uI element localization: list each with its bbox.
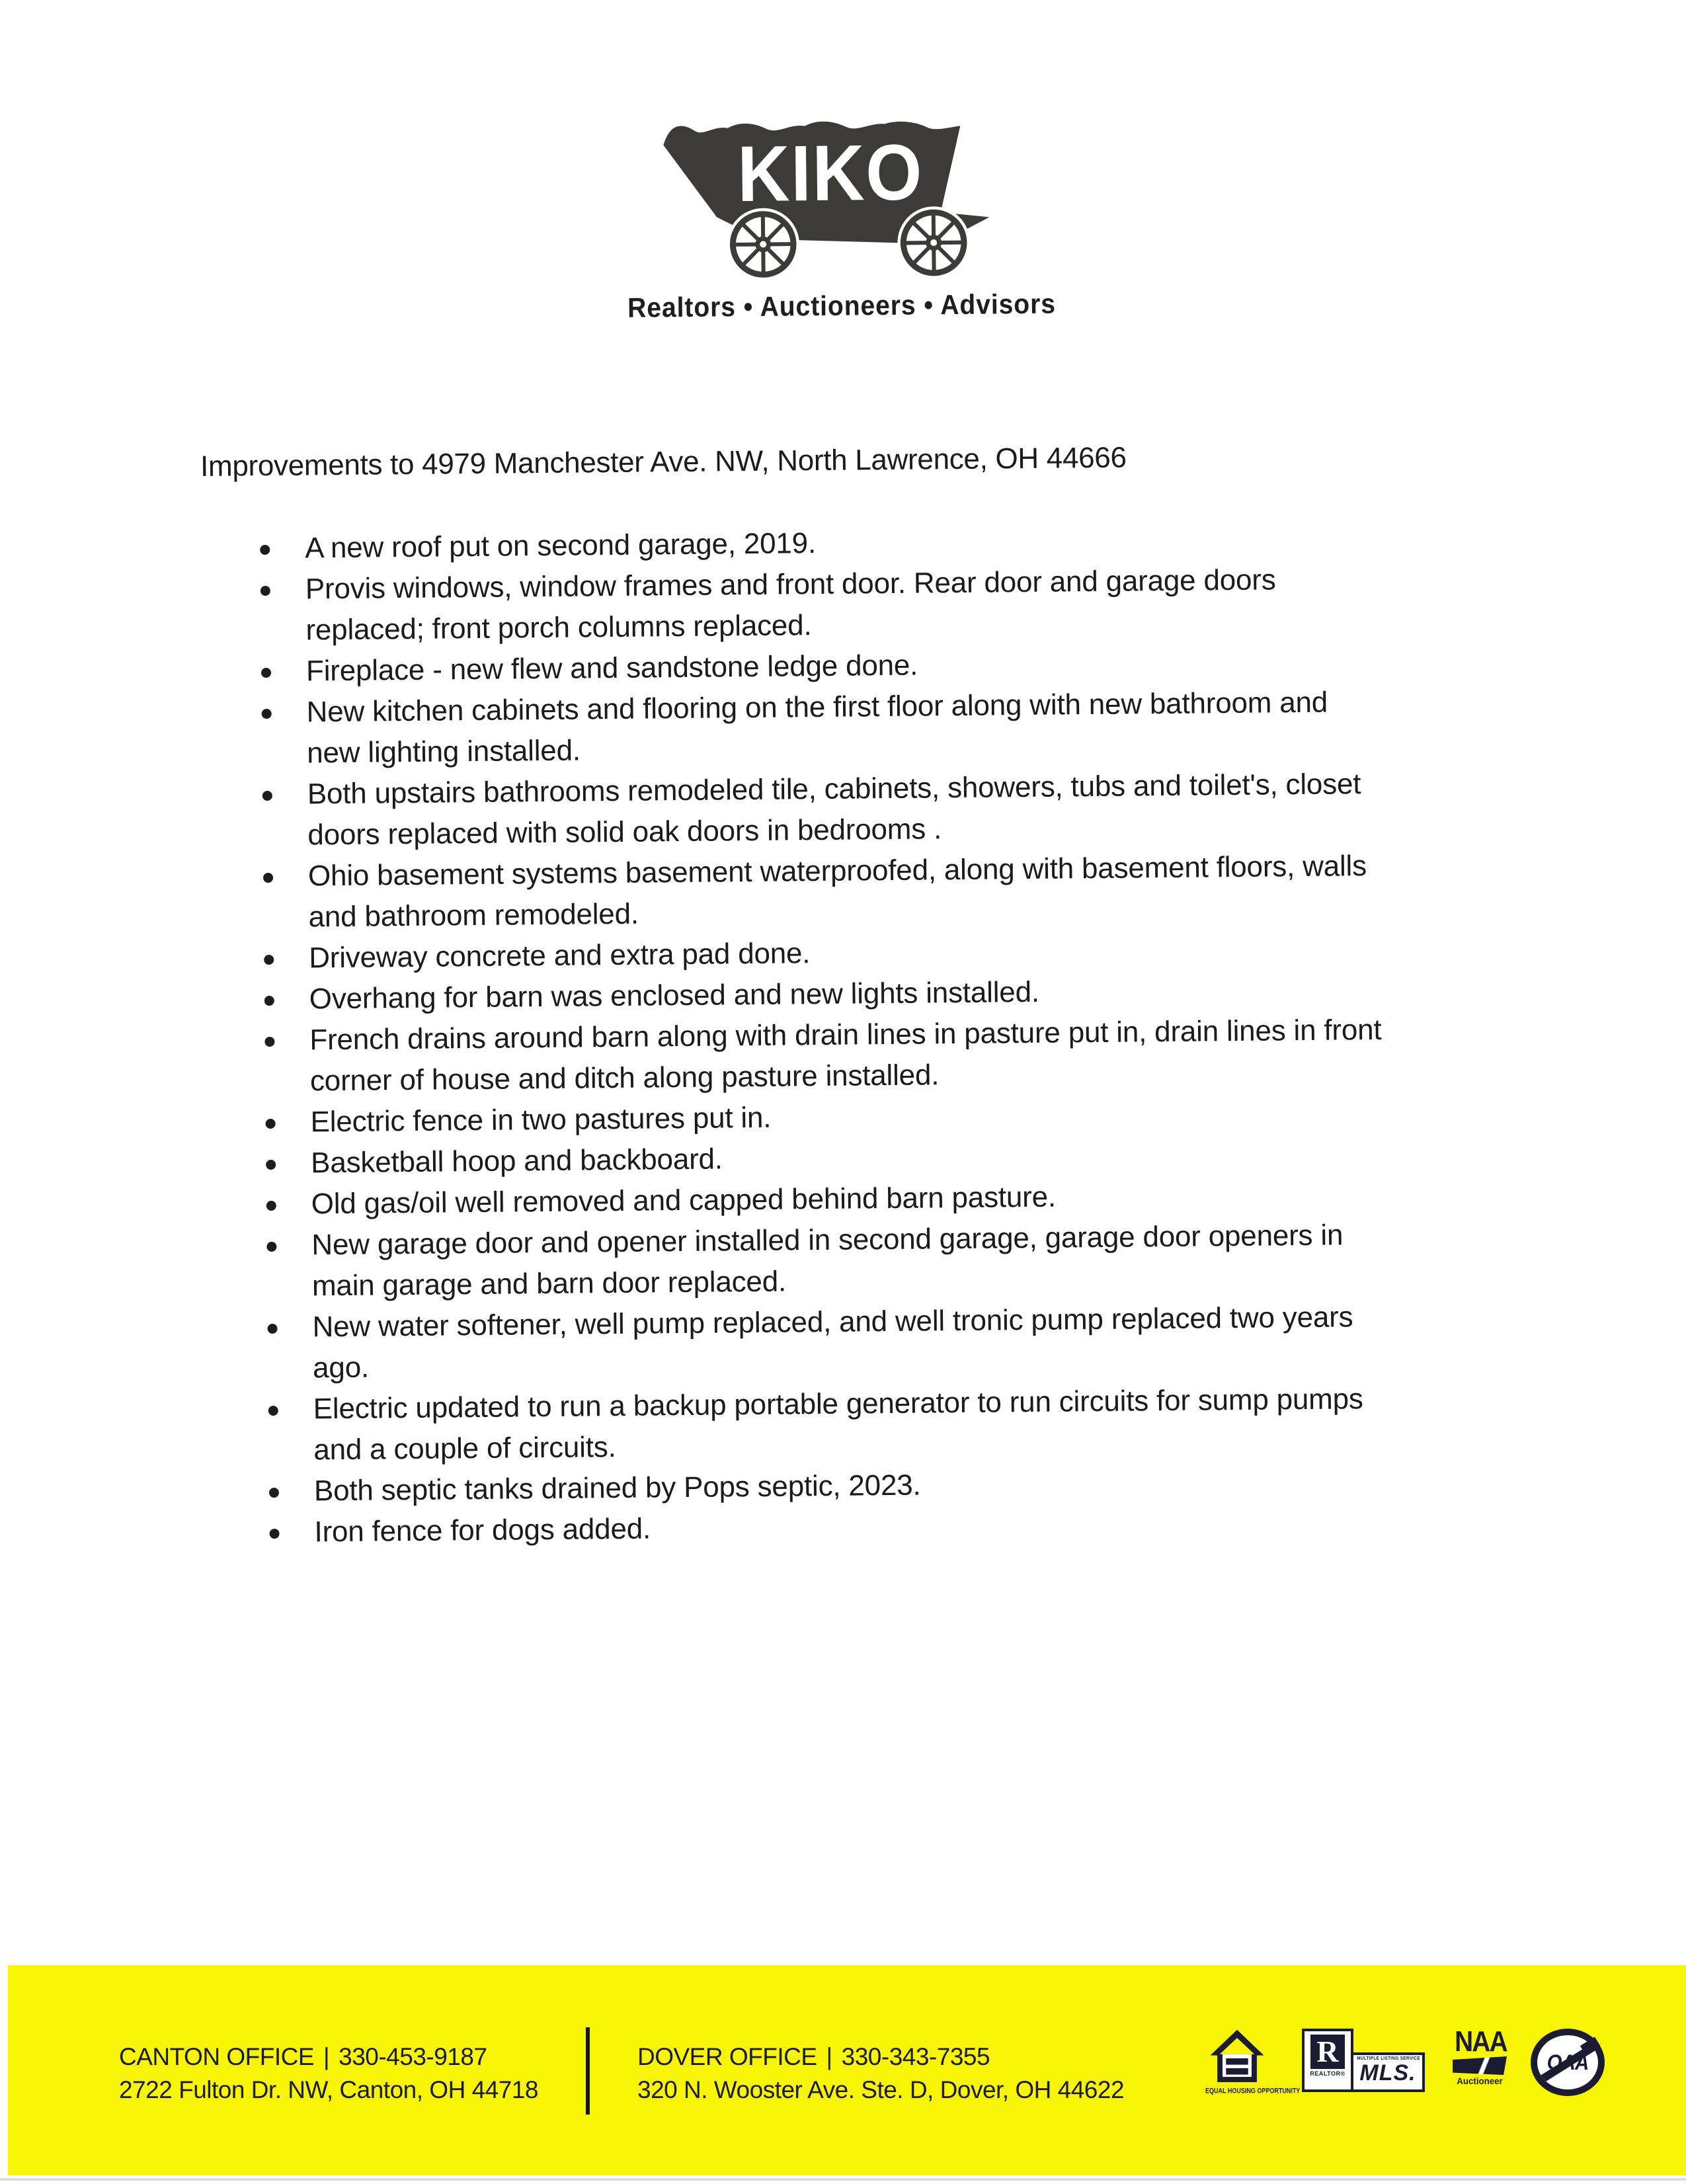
- footer-band: [8, 1965, 1686, 2175]
- list-item: [266, 1215, 1384, 1307]
- list-item-text: Electric fence in two pastures put in.: [310, 1101, 772, 1139]
- list-item-text: Old gas/oil well removed and capped behind barn pasture.: [311, 1180, 1057, 1221]
- bullet-icon: [260, 545, 270, 555]
- oaa-label: OAA: [1546, 2050, 1589, 2074]
- bullet-icon: [266, 1242, 276, 1252]
- list-item-text: Ohio basement systems basement waterproofed, along with basement floors, walls and bathroom remodeled.: [307, 850, 1367, 934]
- office-contact-line: [637, 2041, 1124, 2074]
- list-item-text: New water softener, well pump replaced, and well tronic pump replaced two years ago.: [312, 1301, 1353, 1385]
- brand-tagline: [0, 282, 1685, 329]
- equal-housing-label: EQUAL HOUSING OPPORTUNITY: [1205, 2087, 1301, 2095]
- bullet-icon: [262, 791, 272, 801]
- list-item: [267, 1297, 1385, 1389]
- list-item: [262, 764, 1380, 856]
- list-item: [261, 682, 1379, 774]
- footer-vertical-divider: [586, 2027, 590, 2115]
- realtor-label: REALTOR®: [1310, 2070, 1345, 2077]
- list-item-text: Electric updated to run a backup portable generator to run circuits for sump pumps and a couple of circuits.: [313, 1383, 1363, 1467]
- pipe-divider: |: [323, 2043, 330, 2070]
- list-item-text: Driveway concrete and extra pad done.: [308, 937, 811, 975]
- list-item-text: Both upstairs bathrooms remodeled tile, cabinets, showers, tubs and toilet's, closet doors replaced with solid oak doors in bedrooms .: [307, 768, 1361, 852]
- list-item-text: New kitchen cabinets and flooring on the first floor along with new bathroom and new lighting installed.: [306, 686, 1328, 770]
- list-item-text: Iron fence for dogs added.: [314, 1512, 651, 1549]
- bullet-icon: [261, 668, 271, 678]
- list-item-text: Overhang for barn was enclosed and new lights installed.: [309, 975, 1040, 1016]
- list-item: [261, 559, 1378, 651]
- oaa-logo: [1531, 2029, 1605, 2096]
- list-item: [263, 846, 1381, 938]
- office-canton: [119, 2041, 538, 2107]
- list-item-text: Both septic tanks drained by Pops septic, 2023.: [313, 1469, 921, 1508]
- naa-auctioneer-logo: [1451, 2025, 1508, 2086]
- office-contact-line: [119, 2041, 538, 2074]
- bullet-icon: [268, 1324, 278, 1334]
- office-phone: 330-453-9187: [339, 2043, 487, 2070]
- realtor-r-letter: R: [1310, 2035, 1345, 2069]
- list-item-text: Fireplace - new flew and sandstone ledge done.: [305, 649, 918, 688]
- office-name: DOVER OFFICE: [637, 2043, 817, 2070]
- list-item-text: Provis windows, window frames and front door. Rear door and garage doors replaced; front porch columns replaced.: [305, 563, 1276, 647]
- improvements-list: [260, 518, 1386, 1553]
- naa-truck-icon: [1453, 2056, 1507, 2075]
- wagon-icon: [659, 114, 990, 280]
- office-phone: 330-343-7355: [841, 2043, 990, 2070]
- realtor-mls-logo: [1302, 2029, 1422, 2095]
- brand-header: [0, 0, 1681, 323]
- bullet-icon: [264, 996, 274, 1006]
- brand-tagline-text: Realtors • Auctioneers • Advisors: [627, 288, 1056, 323]
- kiko-covered-wagon-logo: [659, 114, 990, 280]
- bullet-icon: [269, 1488, 279, 1498]
- office-dover: [637, 2041, 1124, 2107]
- pipe-divider: |: [826, 2043, 832, 2070]
- brand-name: KIKO: [737, 128, 941, 219]
- bullet-icon: [266, 1160, 276, 1170]
- list-item-text: New garage door and opener installed in second garage, garage door openers in main garage and barn door replaced.: [311, 1219, 1344, 1303]
- list-item: [268, 1379, 1385, 1471]
- list-item-text: Basketball hoop and backboard.: [310, 1143, 723, 1180]
- list-item-text: French drains around barn along with drain lines in pasture put in, drain lines in front corner of house and ditch along pasture installed.: [309, 1013, 1382, 1098]
- bullet-icon: [261, 586, 270, 596]
- realtor-r-icon: [1302, 2029, 1353, 2092]
- mls-sub-label: MULTIPLE LISTING SERVICE: [1357, 2056, 1420, 2061]
- bullet-icon: [268, 1406, 278, 1416]
- mls-icon: [1351, 2052, 1425, 2092]
- equal-housing-opportunity-icon: [1205, 2029, 1301, 2095]
- naa-label: NAA: [1455, 2025, 1507, 2058]
- mls-label: MLS.: [1359, 2060, 1416, 2085]
- list-item-text: A new roof put on second garage, 2019.: [305, 527, 817, 565]
- bullet-icon: [262, 709, 272, 719]
- list-item: [264, 1010, 1382, 1102]
- office-address: 2722 Fulton Dr. NW, Canton, OH 44718: [119, 2076, 538, 2103]
- equal-housing-house-icon: [1205, 2029, 1269, 2087]
- bullet-icon: [266, 1119, 276, 1129]
- office-address: 320 N. Wooster Ave. Ste. D, Dover, OH 44622: [637, 2076, 1125, 2103]
- bullet-icon: [264, 1037, 274, 1047]
- bullet-icon: [263, 873, 273, 883]
- bullet-icon: [264, 955, 274, 965]
- office-name: CANTON OFFICE: [119, 2043, 314, 2070]
- document-title: Improvements to 4979 Manchester Ave. NW, North Lawrence, OH 44666: [200, 441, 1127, 483]
- bullet-icon: [269, 1529, 279, 1539]
- naa-sub-label: Auctioneer: [1457, 2076, 1503, 2086]
- bullet-icon: [266, 1201, 276, 1211]
- scan-bottom-edge: [0, 2178, 1686, 2181]
